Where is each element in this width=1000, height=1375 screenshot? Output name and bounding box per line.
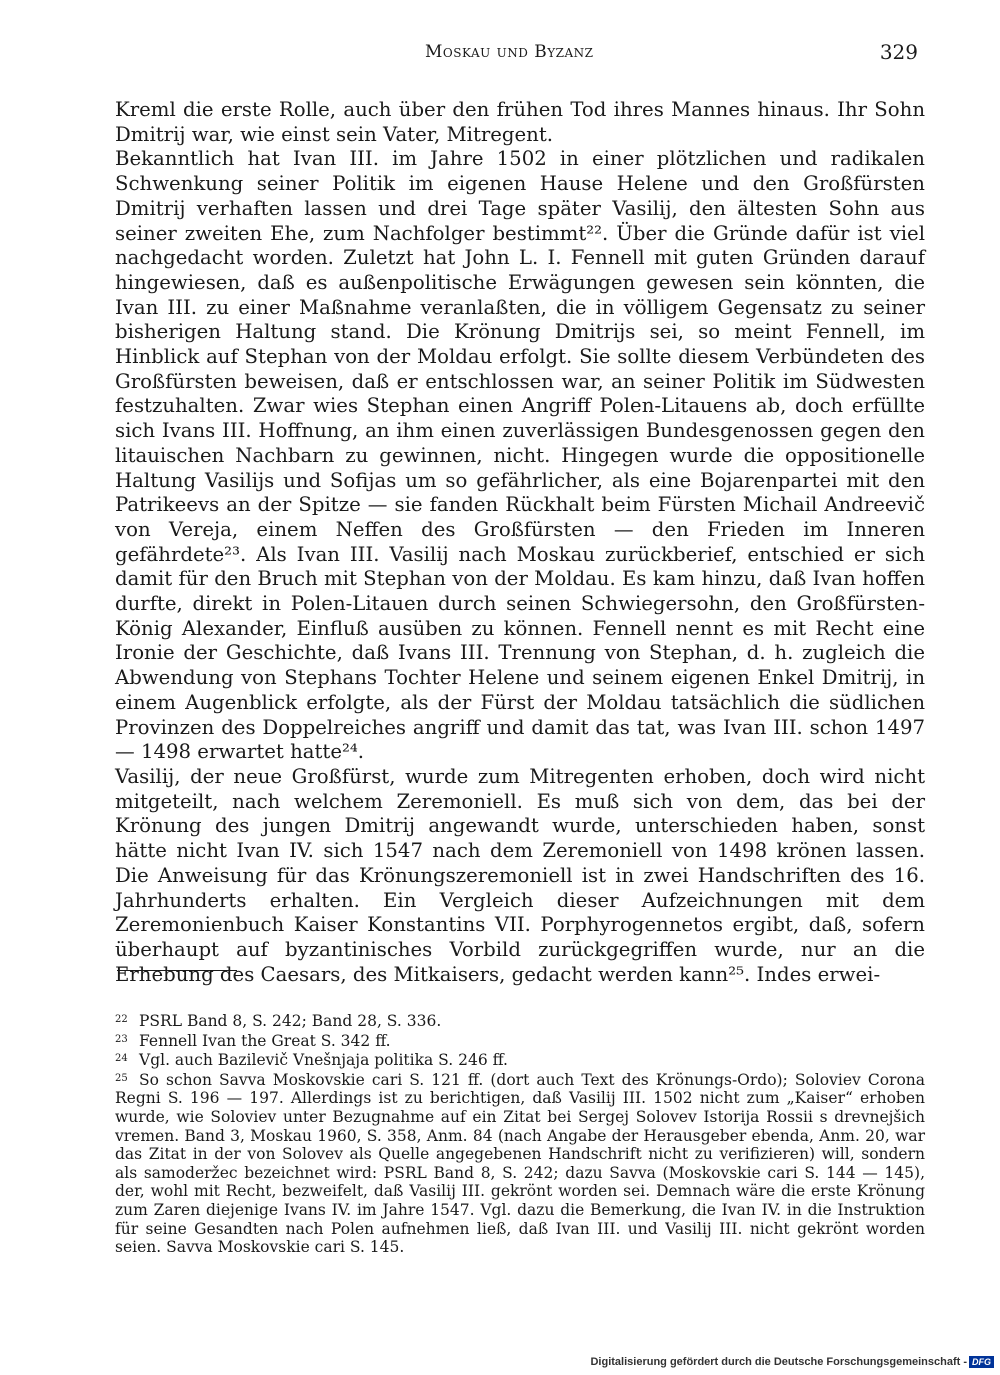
main-text — [115, 98, 925, 987]
page-number: 329 — [879, 40, 918, 64]
footnotes — [115, 1011, 925, 1257]
dfg-logo: DFG — [969, 1356, 994, 1368]
footnote-25 — [115, 1070, 925, 1257]
footnote-24 — [115, 1050, 925, 1070]
footnote-number: 25 — [115, 1072, 128, 1084]
footnote-text: Fennell Ivan the Great S. 342 ff. — [139, 1031, 391, 1050]
footnote-23 — [115, 1031, 925, 1051]
footnote-number: 22 — [115, 1014, 128, 1025]
footnote-separator — [117, 970, 237, 971]
paragraph-2: Bekanntlich hat Ivan III. im Jahre 1502 in einer plötzlichen und radikalen Schwenkung seiner Politik im eigenen Hause Helene und den Großfürsten Dmitrij verhaften lassen und drei Tage später Vasilij, den ältesten Sohn aus seiner zweiten Ehe, zum Nachfolger bestimmt²². Über die Gründe dafür ist viel nachgedacht worden. Zuletzt hat John L. I. Fennell mit guten Gründen darauf hingewiesen, daß es außenpolitische Erwägungen gewesen sein könnten, die Ivan III. zu einer Maßnahme veranlaßten, die in völligem Gegensatz zu seiner bisherigen Haltung stand. Die Krönung Dmitrijs sei, so meint Fennell, im Hinblick auf Stephan von der Moldau erfolgt. Sie sollte diesem Verbündeten des Großfürsten beweisen, daß er entschlossen war, an seiner Politik im Südwesten festzuhalten. Zwar wies Stephan einen Angriff Polen-Litauens ab, doch erfüllte sich Ivans III. Hoffnung, an ihm einen zuverlässigen Bundesgenossen gegen den litauischen Nachbarn zu gewinnen, nicht. Hingegen wurde die oppositionelle Haltung Vasilijs und Sofijas um so gefährlicher, als eine Bojarenpartei mit den Patrikeevs an der Spitze — sie fanden Rückhalt beim Fürsten Michail Andreevič von Vereja, einem Neffen des Großfürsten — den Frieden im Inneren gefährdete²³. Als Ivan III. Vasilij nach Moskau zurückberief, entschied er sich damit für den Bruch mit Stephan von der Moldau. Es kam hinzu, daß Ivan hoffen durfte, direkt in Polen-Litauen durch seinen Schwiegersohn, den Großfürsten-König Alexander, Einfluß ausüben zu können. Fennell nennt es mit Recht eine Ironie der Geschichte, daß Ivans III. Trennung von Stephan, d. h. zugleich die Abwendung von Stephans Tochter Helene und seinem eigenen Enkel Dmitrij, in einem Augenblick erfolgte, als der Fürst der Moldau tatsächlich die südlichen Provinzen des Doppelreiches angriff und damit das tat, was Ivan III. schon 1497 — 1498 erwartet hatte²⁴. — [115, 147, 925, 764]
digitization-text: Digitalisierung gefördert durch die Deutsche Forschungsgemeinschaft - — [590, 1356, 967, 1368]
footnote-22 — [115, 1011, 925, 1031]
running-head: Moskau und Byzanz — [425, 42, 594, 62]
footnote-text: Vgl. auch Bazilevič Vnešnjaja politika S. 246 ff. — [139, 1051, 508, 1070]
digitization-note — [590, 1356, 994, 1368]
paragraph-3: Vasilij, der neue Großfürst, wurde zum Mitregenten erhoben, doch wird nicht mitgeteilt, nach welchem Zeremoniell. Es muß sich von dem, das bei der Krönung des jungen Dmitrij angewandt wurde, unterschieden haben, sonst hätte nicht Ivan IV. sich 1547 nach dem Zeremoniell von 1498 krönen lassen. Die Anweisung für das Krönungszeremoniell ist in zwei Handschriften des 16. Jahrhunderts erhalten. Ein Vergleich dieser Aufzeichnungen mit dem Zeremonienbuch Kaiser Konstantins VII. Porphyrogennetos ergibt, daß, sofern überhaupt auf byzantinisches Vorbild zurückgegriffen wurde, nur an die Erhebung des Caesars, des Mitkaisers, gedacht werden kann²⁵. Indes erwei- — [115, 764, 925, 986]
footnote-text: PSRL Band 8, S. 242; Band 28, S. 336. — [139, 1012, 442, 1030]
paragraph-1: Kreml die erste Rolle, auch über den frühen Tod ihres Mannes hinaus. Ihr Sohn Dmitrij war, wie einst sein Vater, Mitregent. — [115, 98, 925, 146]
footnote-text: So schon Savva Moskovskie cari S. 121 ff. (dort auch Text des Krönungs-Ordo); Soloviev Corona Regni S. 196 — 197. Allerdings ist zu berichtigen, daß Vasilij III. 1502 nicht zum „Kaiser“ erhoben wurde, wie Soloviev unter Bezugnahme auf ein Zitat bei Sergej Solovev Istorija Rossii s drevnejšich vremen. Band 3, Moskau 1960, S. 358, Anm. 84 (nach Angabe der Herausgeber ebenda, Anm. 20, war das Zitat in der von Solovev als Quelle angegebenen Handschrift nicht zu verifizieren) will, sondern als samoderžec bezeichnet wird: PSRL Band 8, S. 242; dazu Savva (Moskovskie cari S. 144 — 145), der, wohl mit Recht, bezweifelt, daß Vasilij III. gekrönt worden sei. Demnach wäre die erste Krönung zum Zaren diejenige Ivans IV. im Jahre 1547. Vgl. dazu die Bemerkung, die Ivan IV. in die Instruktion für seine Gesandten nach Polen aufnehmen ließ, daß Ivan III. und Vasilij III. nicht gekrönt worden seien. Savva Moskovskie cari S. 145. — [115, 1070, 925, 1257]
footnote-number: 23 — [115, 1033, 128, 1045]
footnote-number: 24 — [115, 1053, 128, 1065]
